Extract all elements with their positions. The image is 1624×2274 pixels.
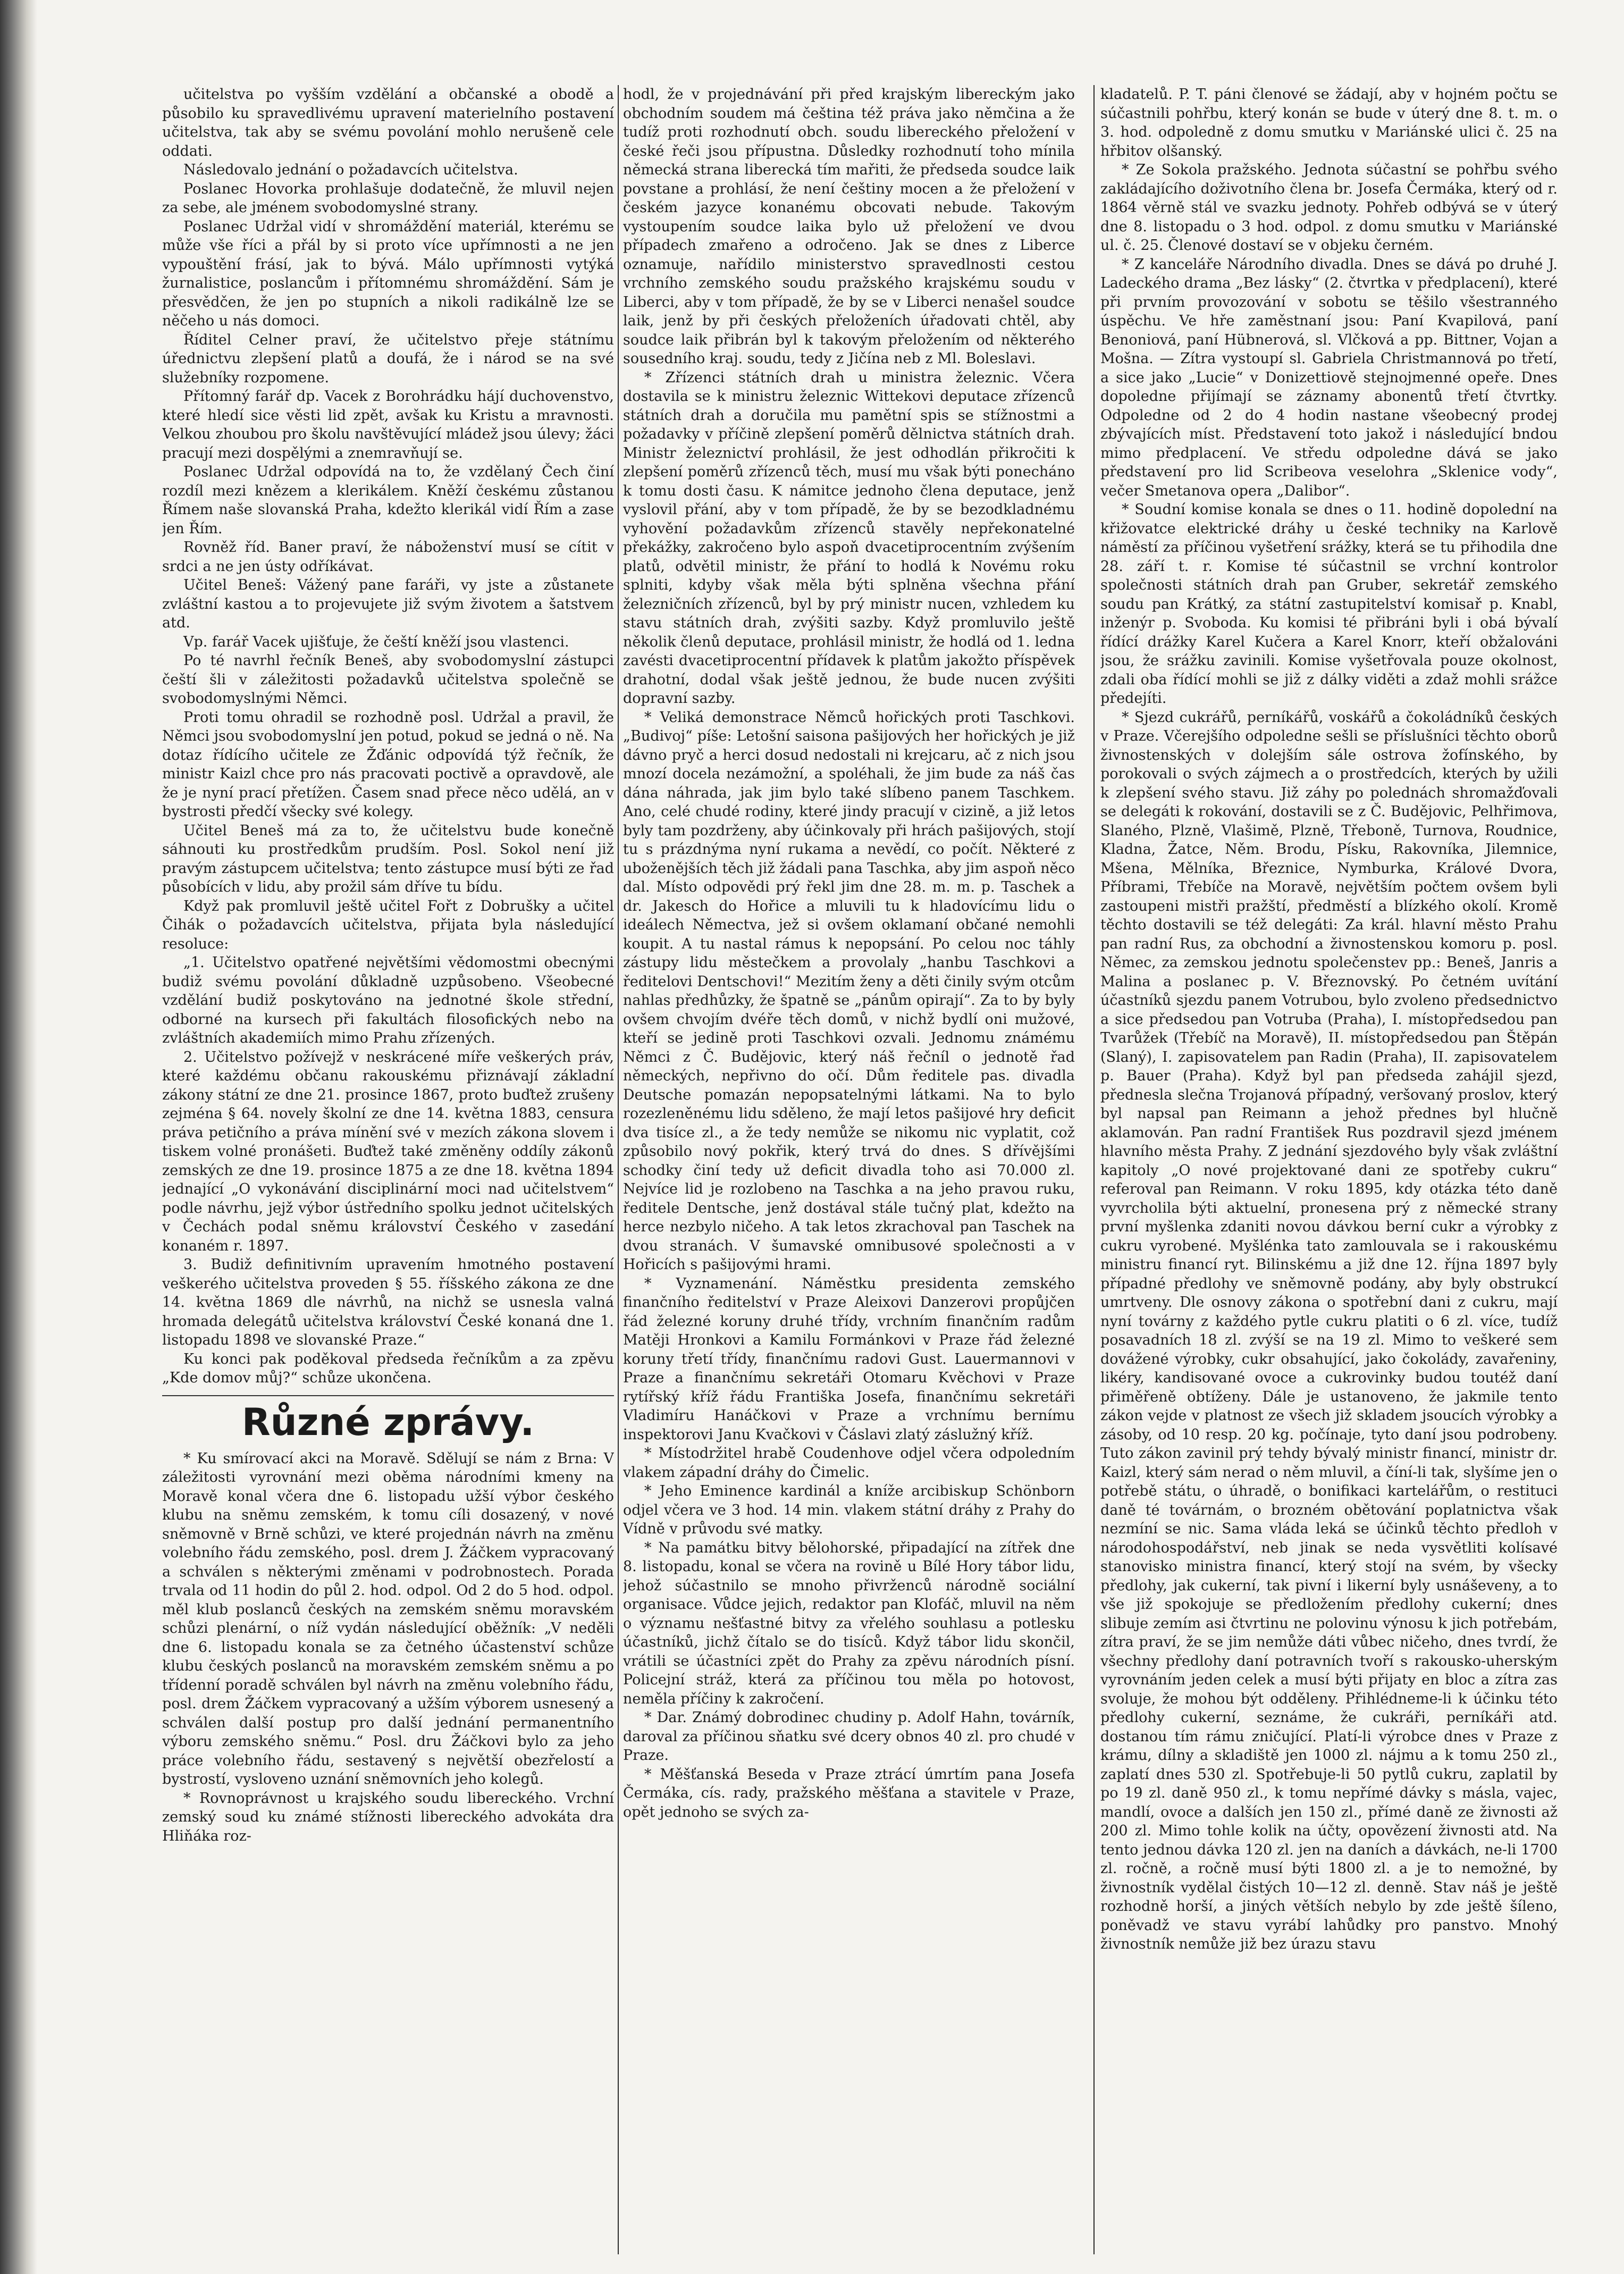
column-left [162,85,614,2260]
column-rule [1093,85,1095,2254]
paragraph: učitelstva po vyšším vzdělání a občanské a obodě a působilo ku spravedlivému upravení materielního postavení učitelstva, tak aby se svému povolání mohlo nerušeně cele oddati. [162,86,614,160]
paragraph: Po té navrhl řečník Beneš, aby svobodomyslní zástupci čeští šli v záležitosti požadavků učitelstva společně se svobodomyslnými Němci. [162,652,614,707]
paragraph: Když pak promluvil ještě učitel Fořt z Dobrušky a učitel Čihák o požadavcích učitelstva, přijata byla následující resoluce: [162,897,614,952]
paragraph: * Ze Sokola pražského. Jednota súčastní se pohřbu svého zakládajícího doživotního člena br. Josefa Čermáka, který od r. 1864 věrně stál ve svazku jednoty. Pohřeb odbývá se v úterý dne 8. listopadu o 3 hod. odpol. z domu smutku v Mariánské ul. č. 25. Členové dostaví se v objeku černém. [1100,162,1558,254]
column-rule [618,85,619,2254]
paragraph: Poslanec Udržal vidí v shromáždění materiál, kterému se může vše říci a přál by si proto více upřímnosti a ne jen vypouštění frásí, jak to bývá. Málo upřímnosti vytýká žurnalistice, poslancům i přítomnému shromáždění. Sám je přesvědčen, že jen po stupních a nikoli radikálně lze se něčeho u nás domoci. [162,218,614,329]
paragraph: Poslanec Udržal odpovídá na to, že vzdělaný Čech činí rozdíl mezi knězem a klerikálem. Kněží českému zůstanou Římem naše slovanská Praha, kdežto klerikál vidí Řím a zase jen Řím. [162,464,614,537]
paragraph: Proti tomu ohradil se rozhodně posl. Udržal a pravil, že Němci jsou svobodomyslní jen potud, pokud se jedná o ně. Na dotaz řídícího učitele ze Žďánic odpovídá týž řečník, že ministr Kaizl chce pro nás pracovati poctivě a opravdově, ale že je nyní prací přetížen. Časem snad přece něco udělá, an v bystrosti předčí všecky své kolegy. [162,709,614,820]
paragraph: * Na památku bitvy bělohorské, připadající na zítřek dne 8. listopadu, konal se včera na rovině u Bílé Hory tábor lidu, jehož súčastnilo se mnoho přivrženců národně sociální organisace. Vůdce jejich, redaktor pan Klofáč, mluvil na něm o významu nešťastné bitvy za vřelého souhlasu a potlesku účastníků, jichž čítalo se do tisíců. Když tábor lidu skončil, vrátili se účastníci zpět do Prahy za zpěvu národních písní. Policejní stráž, která za příčinou tou měla po hotovost, neměla příčiny k zakročení. [623,1539,1075,1707]
paragraph: Rovněž říd. Baner praví, že náboženství musí se cítit v srdci a ne jen ústy odříkávat. [162,539,614,575]
column-right [1100,85,1558,2260]
paragraph: Přítomný farář dp. Vacek z Borohrádku hájí duchovenstvo, které hledí sice věsti lid zpět, avšak ku Kristu a mravnosti. Velkou zhoubou pro školu navštěvující mládež jsou úlevy; žáci pracují mezi dospělými a znemravňují se. [162,388,614,461]
paragraph: Říditel Celner praví, že učitelstvo přeje státnímu úřednictvu zlepšení platů a doufá, že i národ se na své služebníky rozpomene. [162,331,614,386]
paragraph: 3. Budiž definitivním upravením hmotného postavení veškerého učitelstva proveden § 55. říšského zákona ze dne 14. května 1869 dle návrhů, na nichž se usnesla valná hromada delegátů učitelstva království České konaná dne 1. listopadu 1898 ve slovanské Praze.“ [162,1256,614,1348]
paragraph: * Ku smírovací akci na Moravě. Sdělují se nám z Brna: V záležitosti vyrovnání mezi oběma národními kmeny na Moravě konal včera dne 6. listopadu užší výbor českého klubu na sněmu zemském, k tomu cíli dosazený, v nové sněmovně v Brně schůzi, ve které projednán návrh na změnu volebního řádu zemského, posl. drem J. Žáčkem vypracovaný a schválen s některými změnami v podrobnostech. Porada trvala od 11 hodin do půl 2. hod. odpol. Od 2 do 5 hod. odpol. měl klub poslanců českých na zemském sněmu moravském schůzi plenární, o níž vydán následující oběžník: „V neděli dne 6. listopadu konala se za četného účastenství schůze klubu českých poslanců na moravském zemském sněmu a po třídenní poradě schválen byl návrh na změnu volebního řádu, posl. drem Žáčkem vypracovaný a užším výborem usnesený a schválen další postup pro další jednání permanentního výboru zemského sněmu.“ Posl. dru Žáčkovi bylo za jeho práce volebního řádu, sestavený s největší obezřelostí a bystrostí, vysloveno uznání sněmovních jeho kolegů. [162,1450,614,1788]
paragraph: hodl, že v projednávání při před krajským libereckým jako obchodním soudem má čeština též práva jako němčina a že tudíž proti rozhodnutí obch. soudu libereckého přeložení v české řeči jsou přípustna. Důsledky rozhodnutí toho mínila německá strana liberecká tím mařiti, že předseda soudce laik povstane a prohlásí, že není češtiny mocen a že přeložení v českém jazyce konanému obcovati nebude. Takovým vystoupením soudce laika bylo už přeložení ve dvou případech zmařeno a odročeno. Jak se dnes z Liberce oznamuje, nařídilo ministerstvo spravedlnosti cestou vrchního zemského soudu pražského krajskému soudu v Liberci, aby v tom případě, že by se v Liberci nenašel soudce laik, jenž by při českých přeloženích úřadovati chtěl, aby soudce laik přibrán byl k takovým přeložením od některého sousedního kraj. soudu, tedy z Jičína neb z Ml. Boleslavi. [623,86,1075,367]
page-binding-edge [0,0,37,2274]
paragraph: * Jeho Eminence kardinál a kníže arcibiskup Schönborn odjel včera ve 3 hod. 14 min. vlakem státní dráhy z Prahy do Vídně v průvodu své matky. [623,1483,1075,1537]
paragraph: * Dar. Známý dobrodinec chudiny p. Adolf Hahn, továrník, daroval za příčinou sňatku své dcery obnos 40 zl. pro chudé v Praze. [623,1709,1075,1764]
paragraph: * Sjezd cukrářů, perníkářů, voskářů a čokoládníků českých v Praze. Včerejšího odpoledne sešli se příslušníci těchto oborů živnostenských v dolejším sále ostrova žofínského, by porokovali o svých zájmech a o prostředcích, kterých by užili k zlepšení svého stavu. Již záhy po polednách shromažďovali se delegáti k rokování, dostavili se z Č. Budějovic, Pelhřimova, Slaného, Plzně, Vlašimě, Plzně, Třeboně, Turnova, Roudnice, Kladna, Žatce, Něm. Brodu, Písku, Rakovníka, Jilemnice, Mšena, Mělníka, Březnice, Nymburka, Králové Dvora, Příbrami, Třebíče na Moravě, největším počtem ovšem byli zastoupeni mistři pražští, předměstí a blízkého okolí. Kromě těchto dostavili se též delegáti: Za král. hlavní město Prahu pan radní Rus, za obchodní a živnostenskou komoru p. posl. Němec, za zemskou jednotu společenstev pp.: Beneš, Janris a Malina a poslanec p. V. Březnovský. Po četném uvítání účastníků sjezdu panem Votrubou, bylo zvoleno předsednictvo a sice předsedou pan Votruba (Praha), I. místopředsedou pan Tvarůžek (Třebíč na Moravě), II. místopředsedou pan Štěpán (Slaný), I. zapisovatelem pan Radin (Praha), II. zapisovatelem p. Bauer (Praha). Když byl pan předseda zahájil sjezd, přednesla slečna Trojanová případný, veršovaný proslov, který byl napsal pan Reimann a jehož přednes byl hlučně aklamován. Pan radní František Rus pozdravil sjezd jménem hlavního města Prahy. Z jednání sjezdového byly však zvláštní kapitoly „O nové projektované dani ze spotřeby cukru“ referoval pan Reimann. V roku 1895, kdy otázka této daně vyvrcholila býti aktuelní, pronesena prý z německé strany první myšlenka zdaniti novou dávkou berní cukr a výrobky z cukru vyrobené. Myšlénka tato zamlouvala se i rakouskému ministru financí ryt. Bilinskému a již dne 12. října 1897 byly případné předlohy ve sněmovně podány, aby byly obstrukcí umrtveny. Dle osnovy zákona o spotřební dani z cukru, mají nyní továrny z každého pytle cukru platiti o 6 zl. více, tudíž posavadních 18 zl. zvýší se na 19 zl. Mimo to veškeré sem dovážené výrobky, cukr obsahující, jako čokolády, zavařeniny, likéry, kandisované ovoce a cukrovinky budou toutéž daní přiměřeně obtíženy. Dále je ustanoveno, že jakmile tento zákon vejde v platnost ze všech již skladem jsoucích výrobky a zásoby, od 10 resp. 20 kg. počínaje, tyto daní jsou podrobeny. Tuto zákon zavinil prý tehdy bývalý ministr financí, ministr dr. Kaizl, který sám nerad o něm mluvil, a číní-li tak, slyšíme jen o potřebě státu, o úhradě, o bonifikaci kartelářům, o restituci daně té továrnám, o brozném obětování poplatnictva však nezmíní se nic. Sama vláda leká se účinků těchto předloh v národohospodářství, neb jinak se neda vysvětliti kolísavé stanovisko ministra financí, který stojí na svém, by všecky předlohy, jak cukerní, tak pivní i likerní byly usnáševeny, a to vše již spokojuje se předložením předlohy cukerní; dnes slibuje zemím asi čtvrtinu ne polovinu výnosu k jich potřebám, zítra praví, že se jim nemůže dáti vůbec ničeho, dnes tvrdí, že všechny předlohy daní potravních tvoří s rakousko-uherským vyrovnáním jeden celek a musí býti přijaty en bloc a zítra zas svoluje, že mohou být odděleny. Přihlédneme-li k účinku této předlohy cukerní, seznáme, že cukráři, perníkáři atd. dostanou tím rámu zničující. Platí-li výrobce dnes v Praze z krámu, dílny a skladiště jen 1000 zl. nájmu a k tomu 250 zl., zaplatí dnes 530 zl. Spotřebuje-li 50 pytlů cukru, zaplatil by po 19 zl. daně 950 zl., k tomu nepřímé dávky s másla, vajec, mandlí, ovoce a dalších jen 150 zl., přímé daně ze živnosti až 200 zl. Mimo tohle kolik na účty, opovězení živnosti atd. Na tento jednou dávka 120 zl. jen na daních a dávkách, ne-li 1700 zl. ročně, a ročně musí býti 1800 zl. a je to nemožné, by živnostník vydělal čistých 10—12 zl. denně. Stav náš je ještě rozhodně horší, a jiných větších nebylo by zde ještě šíleno, poněvadž ve stavu vyrábí lahůdky pro panstvo. Mnohý živnostník nemůže již bez úrazu stavu [1100,709,1558,1952]
paragraph: * Vyznamenání. Náměstku presidenta zemského finančního ředitelství v Praze Aleixovi Danzerovi propůjčen řád železné koruny druhé třídy, vrchním finančním radům Matěji Hronkovi a Kamilu Formánkovi v Praze řád železné koruny třetí třídy, finančnímu radovi Gust. Lauermannovi v Praze a finančnímu sekretáři Otomaru Kvěchovi v Praze rytířský kříž řádu Františka Josefa, finančnímu sekretáři Vladimíru Hanáčkovi v Praze a vrchnímu bernímu inspektorovi Janu Kvačkovi v Čáslavi zlatý záslužný kříž. [623,1275,1075,1443]
paragraph: Vp. farář Vacek ujišťuje, že čeští kněží jsou vlastenci. [183,633,569,650]
paragraph: * Místodržitel hrabě Coudenhove odjel včera odpoledním vlakem západní dráhy do Čimelic. [623,1445,1075,1481]
section-heading: Různé zprávy. [162,1395,614,1446]
paragraph: Následovalo jednání o požadavcích učitelstva. [183,162,518,178]
paragraph: Ku konci pak poděkoval předseda řečníkům a za zpěvu „Kde domov můj?“ schůze ukončena. [162,1350,614,1386]
column-middle [623,85,1075,2260]
paragraph: * Měšťanská Beseda v Praze ztrácí úmrtím pana Josefa Čermáka, cís. rady, pražského měšťana a stavitele v Praze, opět jednoho se svých za- [623,1766,1075,1820]
paragraph: Učitel Beneš: Vážený pane faráři, vy jste a zůstanete zvláštní kastou a to projevujete již svým životem a šatstvem atd. [162,577,614,631]
paragraph: * Soudní komise konala se dnes o 11. hodině dopolední na křižovatce elektrické dráhy u české techniky na Karlově náměstí za příčinou vyšetření srážky, která se tu přihodila dne 28. září t. r. Komise té súčastnil se vrchní kontrolor společnosti státních drah pan Gruber, sekretář zemského soudu pan Krátký, za státní zastupitelství komisař p. Knabl, inženýr p. Svoboda. Ku komisi té přibráni byli i obá bývalí řídící drážky Karel Kučera a Karel Knorr, kteří obžalováni jsou, že srážku zavinili. Komise vyšetřovala pouze okolnost, zdali oba řídící mohli se již z dálky viděti a zdaž mohli srážce předejíti. [1100,501,1558,707]
paragraph: * Rovnoprávnost u krajského soudu libereckého. Vrchní zemský soud ku známé stížnosti libereckého advokáta dra Hliňáka roz- [162,1790,614,1844]
paragraph: * Zřízenci státních drah u ministra železnic. Včera dostavila se k ministru železnic Wittekovi deputace zřízenců státních drah a doručila mu pamětní spis se stížnostmi a požadavky v příčině zlepšení poměrů dělnictva státních drah. Ministr železnictví prohlásil, že jest odhodlán přikročiti k zlepšení poměrů zřízenců těch, musí mu však býti ponecháno k tomu dosti času. K námitce jednoho člena deputace, jenž vyslovil přání, aby v tom případě, že by se bezodkladnému vyhovění požadavkům zřízenců stavěly nepřekonatelné překážky, zakročeno bylo aspoň dvacetiprocentním zvýšením platů, odvětil ministr, že přání to hodlá k Novému roku splniti, kdyby však měla býti splněna všechna přání železničních zřízenců, byl by prý ministr nucen, vzhledem ku stavu státních drah, zvýšiti sazby. Když promluvilo ještě několik členů deputace, prohlásil ministr, že hodlá od 1. ledna zavésti dvacetiprocentní přídavek k platům jakožto příspěvek drahotní, dodal však ještě jednou, že bude nucen zvýšiti dopravní sazby. [623,369,1075,707]
paragraph: * Z kanceláře Národního divadla. Dnes se dává po druhé J. Ladeckého drama „Bez lásky“ (2. čtvrtka v předplacení), které při prvním provozování v sobotu se těšilo všestranného úspěchu. Ve hře zaměstnaní jsou: Paní Kvapilová, paní Benoniová, paní Hübnerová, sl. Vlčková a pp. Bittner, Vojan a Mošna. — Zítra vystoupí sl. Gabriela Christmannová po třetí, a sice jako „Lucie“ v Donizettiově stejnojmenné opeře. Dnes dopoledne přijímají se záznamy abonentů třetí čtvrtky. Odpoledne od 2 do 4 hodin nastane všeobecný prodej zbývajících míst. Představení toto jakož i následující bndou mimo předplacení. Ve středu odpoledne dává se jako představení pro lid Scribeova veselohra „Sklenice vody“, večer Smetanova opera „Dalibor“. [1100,256,1558,499]
paragraph: Učitel Beneš má za to, že učitelstvu bude konečně sáhnouti ku prostředkům prudším. Posl. Sokol není již pravým zástupcem učitelstva; tento zástupce musí býti ze řad působících v lidu, aby prožil sám dříve tu bídu. [162,822,614,895]
paragraph: kladatelů. P. T. páni členové se žádají, aby v hojném počtu se súčastnili pohřbu, který konán se bude v úterý dne 8. t. m. o 3. hod. odpoledně z domu smutku v Mariánské ulici č. 25 na hřbitov olšanský. [1100,86,1558,160]
paragraph: * Veliká demonstrace Němců hořických proti Taschkovi. „Budivoj“ píše: Letošní saisona pašijových her hořických je již dávno pryč a herci dosud nedostali ni krejcaru, ač z nich jsou mnozí docela nezámožní, a spoléhali, že jim bude za náš čas dána náhrada, jak jim bylo také slíbeno panem Taschkem. Ano, celé chudé rodiny, které jindy pracují v cizině, a již letos byly tam pozdrženy, aby účinkovaly při hrách pašijových, stojí tu s prázdnýma nyní rukama a nevědí, co počít. Některé z uboženějších těch již žádali pana Taschka, aby jim aspoň něco dal. Místo odpovědi prý řekl jim dne 28. m. m. p. Taschek a dr. Jakesch do Hořice a mluvili tu k hladovícímu lidu o ideálech Němectva, jež si ovšem oklamaní občané nemohli koupit. A tu nastal rámus k nepopsání. Po celou noc táhly zástupy lidu městečkem a provolaly „hanbu Taschkovi a ředitelovi Dentschovi!“ Mezitím ženy a děti činily svým otcům nahlas předhůzky, že špatně se „pánům opirají“. Za to by byly ovšem chvojím dvéře těch domů, v nichž bydlí oni mužové, kteří se jedině proti Taschkovi ozvali. Jednomu známému Němci z Č. Budějovic, který náš řečníl o jednotě řad německých, nepřivno do očí. Dům ředitele pas. divadla Deutsche pomazán nepopsatelnými látkami. Na to bylo rozezleněnému lidu sděleno, že mají letos pašijové hry deficit dva tisíce zl., a že tedy nemůže se nikomu nic vyplatit, což způsobilo nový pokřik, který trvá do dnes. S dřívějšími schodky činí tedy už deficit divadla toho asi 70.000 zl. Nejvíce lid je rozlobeno na Taschka a na jeho pravou ruku, ředitele Dentsche, jenž dostával stále tučný plat, kdežto na herce nezbylo ničeho. A tak letos zkrachoval pan Taschek na dvou stranách. V šumavské omnibusové společnosti a v Hořicích s pašijovými hrami. [623,709,1075,1273]
paragraph: Poslanec Hovorka prohlašuje dodatečně, že mluvil nejen za sebe, ale jménem svobodomyslné strany. [162,180,614,216]
paragraph: 2. Učitelstvo požívejž v neskrácené míře veškerých práv, které každému občanu rakouskému přiznávají základní zákony státní ze dne 21. prosince 1867, proto buďtež zrušeny zejména § 64. novely školní ze dne 14. května 1883, censura práva petičního a práva mínění své v mezích zákona slovem i tiskem volné pronášeti. Buďtež také změněny oddíly zákonů zemských ze dne 19. prosince 1875 a ze dne 18. května 1894 jednající „O vykonávání disciplinární moci nad učitelstvem“ podle návrhu, jejž výbor ústředního spolku jednot učitelských v Čechách podal sněmu království Českého v zasedání konaném r. 1897. [162,1048,614,1254]
paragraph: „1. Učitelstvo opatřené největšími vědomostmi obecnými budiž svému povolání důkladně uzpůsobeno. Všeobecné vzdělání budiž poskytováno na jednotné škole střední, odborné na kursech při fakultách filosofických nebo na zvláštních akademiích mimo Prahu zřízených. [162,954,614,1046]
